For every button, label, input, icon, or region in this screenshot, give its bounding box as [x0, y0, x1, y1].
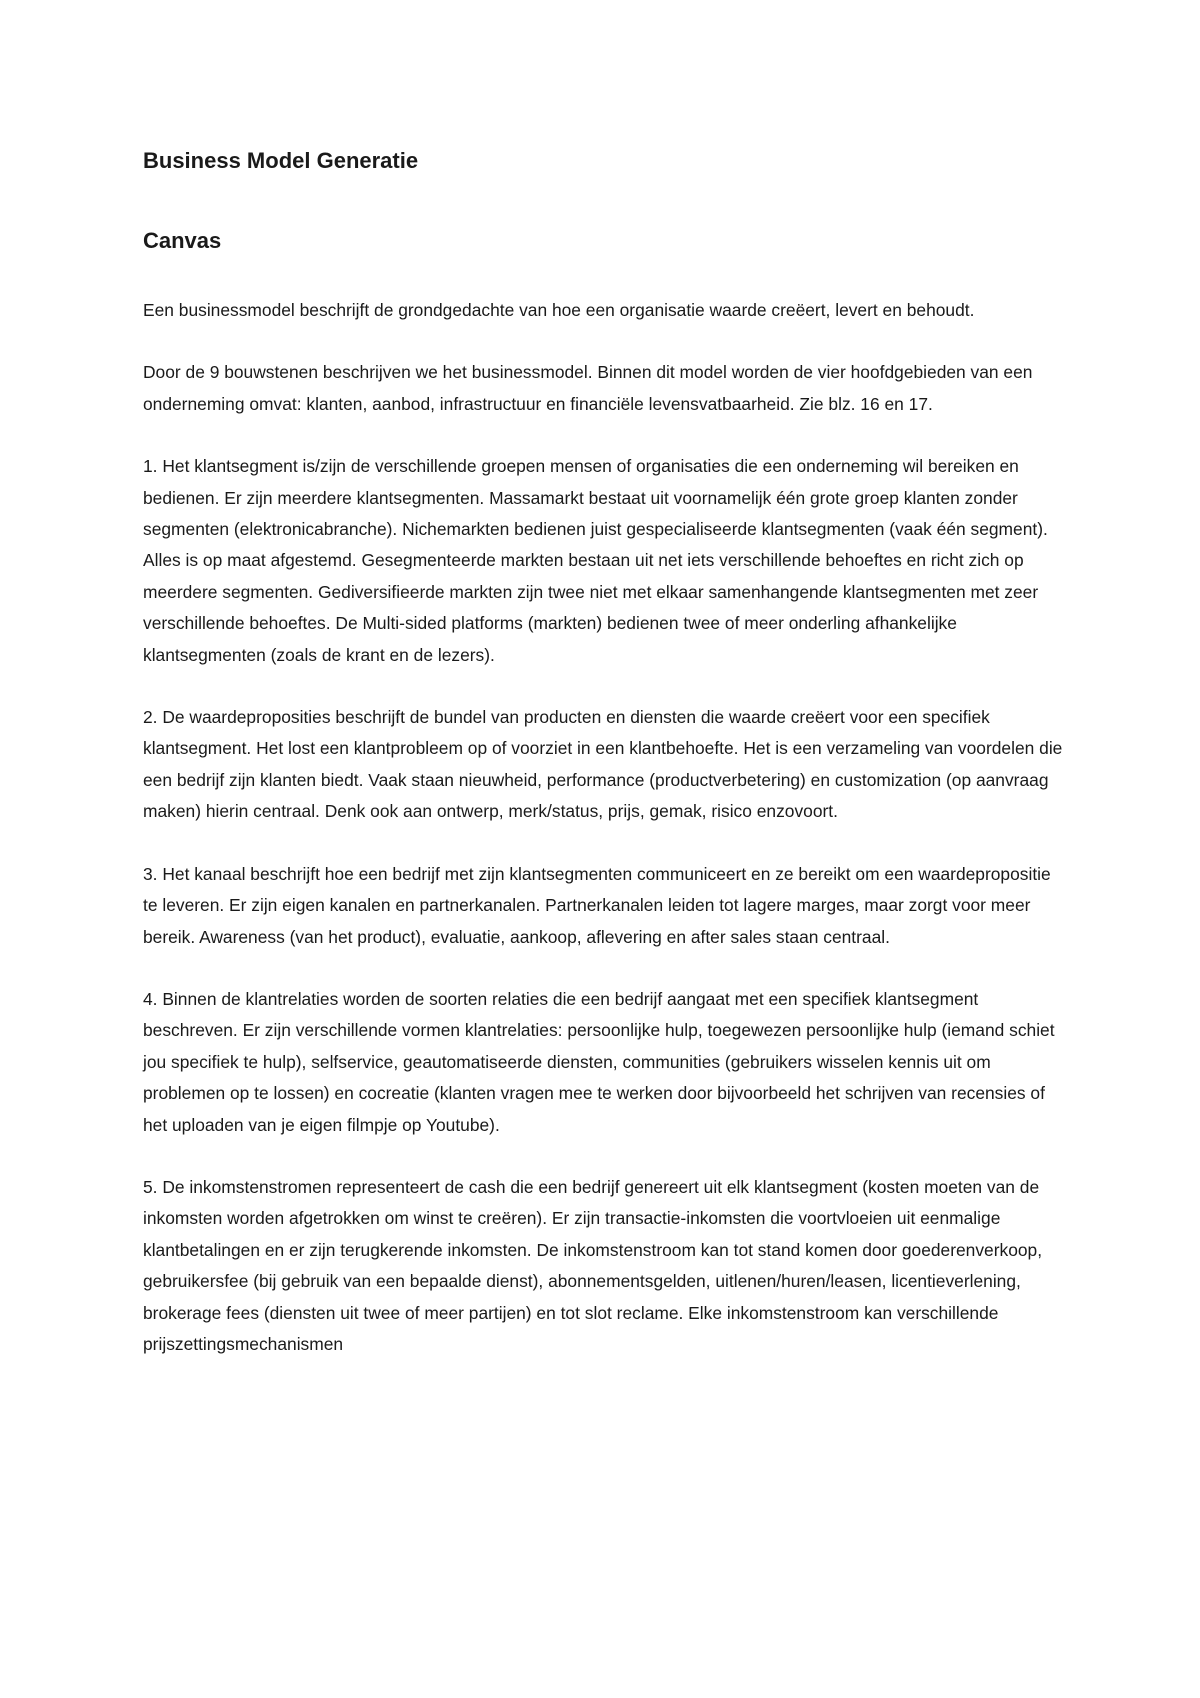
document-body [143, 146, 1067, 1360]
paragraph-value-propositions: 2. De waardeproposities beschrijft de bundel van producten en diensten die waarde creëert voor een specifiek klantsegment. Het lost een klantprobleem op of voorziet in een klantbehoefte. Het is een verzameling van voordelen die een bedrijf zijn klanten biedt. Vaak staan nieuwheid, performance (productverbetering) en customization (op aanvraag maken) hierin centraal. Denk ook aan ontwerp, merk/status, prijs, gemak, risico enzovoort. [143, 707, 1063, 822]
paragraph-customer-segments: 1. Het klantsegment is/zijn de verschillende groepen mensen of organisaties die een onderneming wil bereiken en bedienen. Er zijn meerdere klantsegmenten. Massamarkt bestaat uit voornamelijk één grote groep klanten zonder segmenten (elektronicabranche). Nichemarkten bedienen juist gespecialiseerde klantsegmenten (vaak één segment). Alles is op maat afgestemd. Gesegmenteerde markten bestaan uit net iets verschillende behoeftes en richt zich op meerdere segmenten. Gediversifieerde markten zijn twee niet met elkaar samenhangende klantsegmenten met zeer verschillende behoeftes. De Multi-sided platforms (markten) bedienen twee of meer onderling afhankelijke klantsegmenten (zoals de krant en de lezers). [143, 456, 1048, 665]
paragraph-channels: 3. Het kanaal beschrijft hoe een bedrijf met zijn klantsegmenten communiceert en ze bereikt om een waardepropositie te leveren. Er zijn eigen kanalen en partnerkanalen. Partnerkanalen leiden tot lagere marges, maar zorgt voor meer bereik. Awareness (van het product), evaluatie, aankoop, aflevering en after sales staan centraal. [143, 863, 1051, 947]
paragraph-revenue-streams: 5. De inkomstenstromen representeert de cash die een bedrijf genereert uit elk klantsegment (kosten moeten van de inkomsten worden afgetrokken om winst te creëren). Er zijn transactie-inkomsten die voortvloeien uit eenmalige klantbetalingen en er zijn terugkerende inkomsten. De inkomstenstroom kan tot stand komen door goederenverkoop, gebruikersfee (bij gebruik van een bepaalde dienst), abonnementsgelden, uitlenen/huren/leasen, licentieverlening, brokerage fees (diensten uit twee of meer partijen) en tot slot reclame. Elke inkomstenstroom kan verschillende prijszettingsmechanismen [143, 1176, 1043, 1354]
paragraph-intro: Een businessmodel beschrijft de grondgedachte van hoe een organisatie waarde creëert, levert en behoudt. [143, 300, 975, 320]
section-heading-canvas: Canvas [143, 228, 222, 253]
document-title: Business Model Generatie [143, 148, 419, 173]
paragraph-building-blocks: Door de 9 bouwstenen beschrijven we het businessmodel. Binnen dit model worden de vier hoofdgebieden van een onderneming omvat: klanten, aanbod, infrastructuur en financiële levensvatbaarheid. Zie blz. 16 en 17. [143, 362, 1033, 414]
paragraph-customer-relationships: 4. Binnen de klantrelaties worden de soorten relaties die een bedrijf aangaat met een specifiek klantsegment beschreven. Er zijn verschillende vormen klantrelaties: persoonlijke hulp, toegewezen persoonlijke hulp (iemand schiet jou specifiek te hulp), selfservice, geautomatiseerde diensten, communities (gebruikers wisselen kennis uit om problemen op te lossen) en cocreatie (klanten vragen mee te werken door bijvoorbeeld het schrijven van recensies of het uploaden van je eigen filmpje op Youtube). [143, 988, 1055, 1135]
